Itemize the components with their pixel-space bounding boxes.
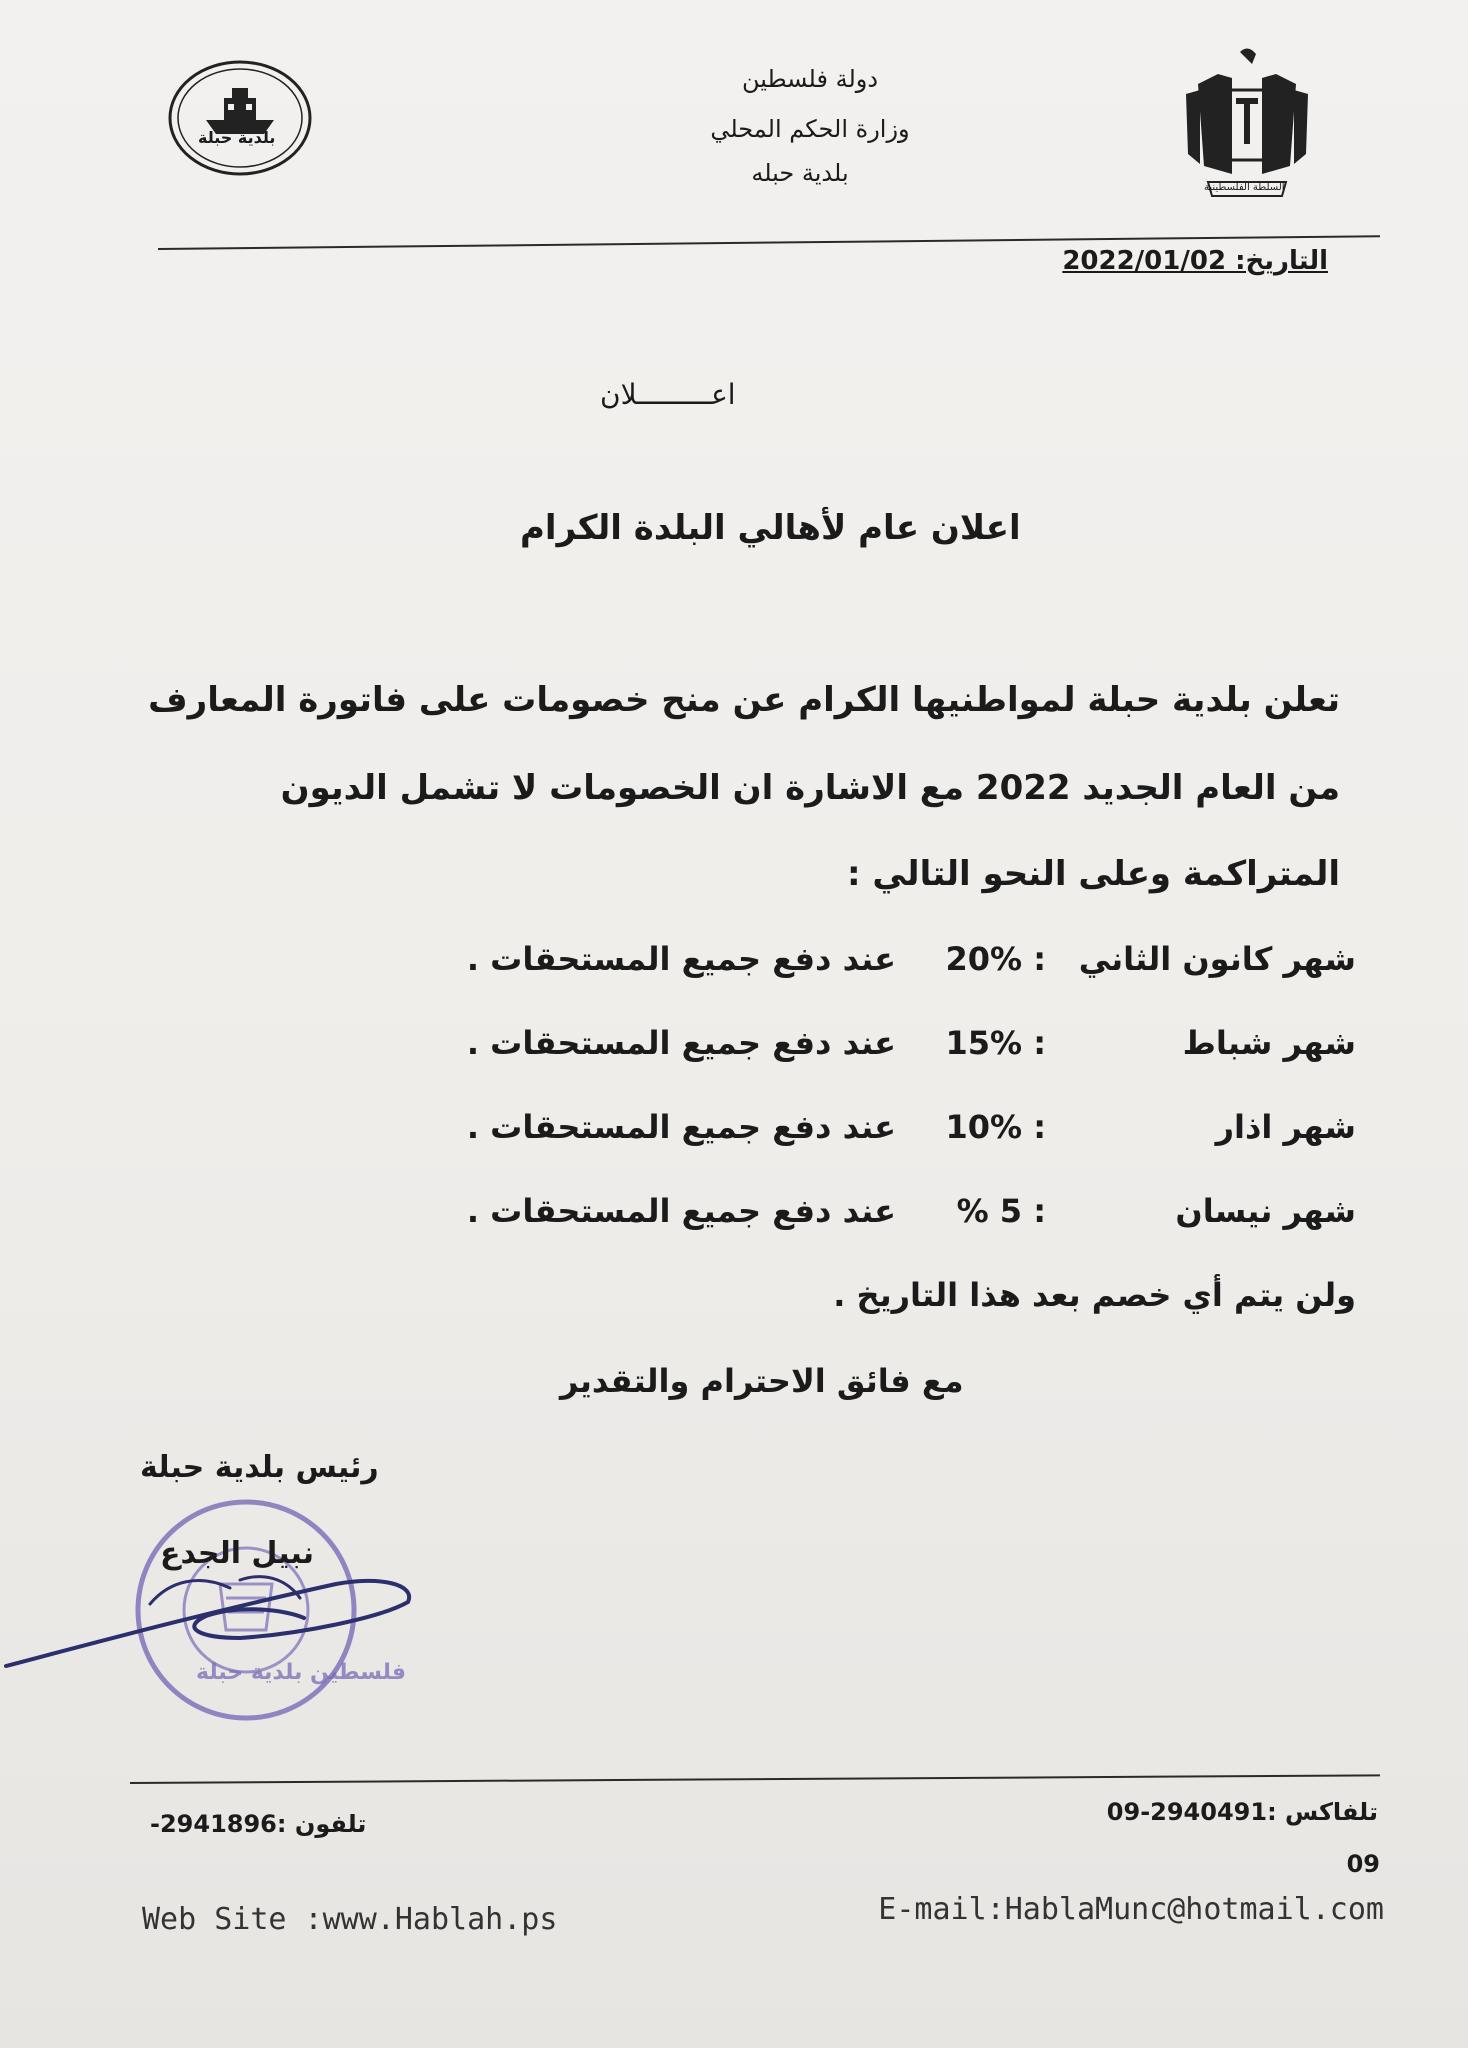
header-municipality: بلدية حبله <box>751 159 849 187</box>
discount-condition: عند دفع جميع المستحقات . <box>466 1108 896 1146</box>
website-link[interactable]: Web Site :www.Hablah.ps <box>142 1902 558 1937</box>
discount-condition: عند دفع جميع المستحقات . <box>466 1024 896 1062</box>
header-ministry: وزارة الحكم المحلي <box>710 115 910 143</box>
fax-number-suffix: 09 <box>1346 1850 1380 1878</box>
eagle-emblem-icon <box>1178 44 1316 204</box>
discount-percent: : 10% <box>945 1108 1046 1146</box>
logo-caption: بلدية حبلة <box>198 128 276 147</box>
closing-note: ولن يتم أي خصم بعد هذا التاريخ . <box>833 1276 1356 1314</box>
emblem-caption: السلطة الفلسطينية <box>1204 182 1285 193</box>
closing-greeting: مع فائق الاحترام والتقدير <box>560 1362 964 1400</box>
discount-row <box>436 1192 1356 1242</box>
discount-month: شهر نيسان <box>1175 1192 1356 1230</box>
discount-percent: : 20% <box>945 940 1046 978</box>
discount-row <box>436 1024 1356 1074</box>
body-line-2: من العام الجديد 2022 مع الاشارة ان الخصومات لا تشمل الديون <box>280 768 1340 808</box>
fax-number: تلفاكس :2940491-09 <box>1106 1798 1378 1826</box>
discount-percent: : 5 % <box>956 1192 1046 1230</box>
document-date: التاريخ: 2022/01/02 <box>1062 246 1328 276</box>
discount-row <box>436 1108 1356 1158</box>
discount-percent: : 15% <box>945 1024 1046 1062</box>
phone-number: تلفون :2941896- <box>150 1810 367 1838</box>
discount-row <box>436 940 1356 990</box>
email-link[interactable]: E-mail:HablaMunc@hotmail.com <box>878 1892 1384 1927</box>
discount-month: شهر اذار <box>1215 1108 1356 1146</box>
discount-month: شهر كانون الثاني <box>1078 940 1356 978</box>
municipality-logo <box>166 58 314 178</box>
stamp-text: فلسطين بلدية حبلة <box>196 1660 407 1685</box>
announcement-heading: اعـــــــــلان <box>600 378 736 411</box>
discount-condition: عند دفع جميع المستحقات . <box>466 1192 896 1230</box>
header-state: دولة فلسطين <box>741 65 879 93</box>
announcement-subject: اعلان عام لأهالي البلدة الكرام <box>520 508 1021 548</box>
signatory-title: رئيس بلدية حبلة <box>140 1450 379 1485</box>
handwritten-signature <box>0 1540 440 1690</box>
discount-month: شهر شباط <box>1182 1024 1356 1062</box>
body-line-1: تعلن بلدية حبلة لمواطنيها الكرام عن منح خصومات على فاتورة المعارف <box>148 680 1340 720</box>
body-line-3: المتراكمة وعلى النحو التالي : <box>846 854 1340 894</box>
discount-condition: عند دفع جميع المستحقات . <box>466 940 896 978</box>
signatory-name: نبيل الجدع <box>160 1536 314 1571</box>
